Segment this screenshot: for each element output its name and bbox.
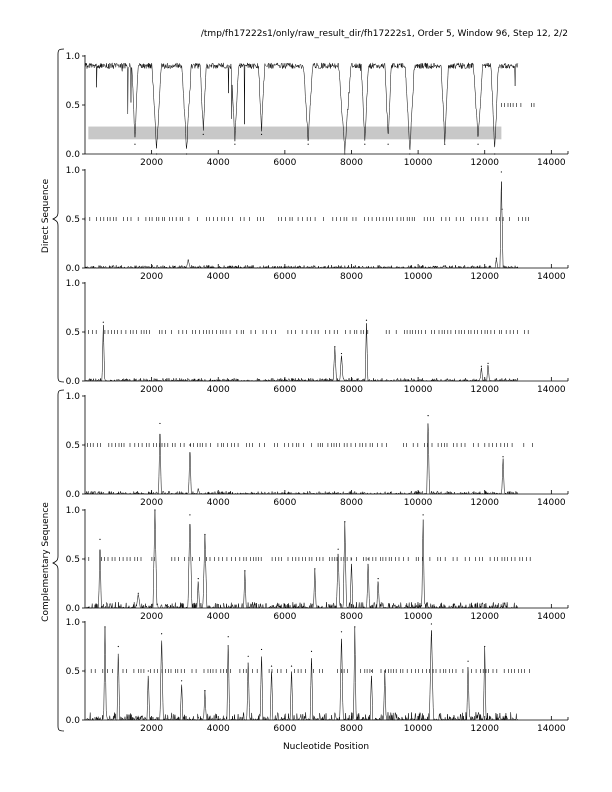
dip-point: [156, 153, 157, 154]
x-tick-label: 8000: [340, 385, 363, 395]
x-tick-label: 4000: [206, 385, 230, 395]
peak-point: [204, 690, 205, 691]
complementary-group-label: Complementary Sequence: [41, 502, 51, 622]
peak-point: [248, 656, 249, 657]
x-tick-label: 14000: [537, 498, 566, 508]
x-tick-label: 12000: [470, 498, 500, 508]
x-tick-label: 6000: [273, 724, 297, 734]
dip-point: [203, 134, 204, 135]
peak-point: [344, 521, 345, 522]
peak-point: [181, 680, 182, 681]
y-tick-label: 0.0: [65, 377, 80, 387]
peak-point: [467, 661, 468, 662]
direct-group-label: Direct Sequence: [41, 178, 51, 254]
peak-point: [504, 603, 505, 604]
peak-point: [354, 626, 355, 627]
x-tick-label: 8000: [340, 724, 363, 734]
half-level-dashes: [85, 669, 529, 673]
x-tick-label: 12000: [470, 385, 500, 395]
peak-point: [501, 171, 502, 172]
peak-point: [198, 489, 199, 490]
peak-point: [148, 670, 149, 671]
dip-point: [477, 144, 478, 145]
peak-point: [384, 670, 385, 671]
peak-point: [261, 649, 262, 650]
dip-point: [364, 144, 365, 145]
x-tick-label: 14000: [537, 158, 566, 168]
peak-point: [161, 633, 162, 634]
peak-point: [487, 363, 488, 364]
x-tick-label: 10000: [403, 612, 433, 622]
y-tick-label: 0.5: [65, 667, 80, 677]
y-tick-label: 0.5: [65, 101, 80, 111]
dip-point: [186, 153, 187, 154]
x-tick-label: 2000: [140, 724, 164, 734]
half-level-dashes: [85, 443, 533, 447]
half-level-dashes: [85, 330, 528, 334]
peak-point: [104, 626, 105, 627]
y-tick-label: 0.5: [65, 328, 80, 338]
x-tick-label: 10000: [403, 498, 433, 508]
complementary-group-bracket: [53, 390, 64, 731]
figure-header: /tmp/fh17222s1/only/raw_result_dir/fh17222s1, Order 5, Window 96, Step 12, 2/2: [200, 29, 568, 39]
peak-point: [189, 444, 190, 445]
peak-point: [334, 346, 335, 347]
direct-group-bracket: [53, 49, 64, 382]
x-tick-label: 8000: [340, 498, 363, 508]
peak-point: [481, 366, 482, 367]
x-tick-label: 2000: [140, 272, 164, 282]
x-tick-label: 2000: [140, 158, 164, 168]
dip-point: [344, 153, 345, 154]
peak-point: [204, 534, 205, 535]
peak-point: [366, 320, 367, 321]
peak-point: [311, 651, 312, 652]
shaded-band: [88, 127, 501, 140]
y-tick-label: 0.5: [65, 215, 80, 225]
peak-point: [228, 636, 229, 637]
half-level-dashes: [85, 557, 530, 561]
x-tick-label: 10000: [403, 158, 433, 168]
panel-complementary-frame-3: [66, 618, 568, 734]
signal-line: [85, 627, 518, 720]
x-tick-label: 10000: [403, 272, 433, 282]
x-tick-label: 4000: [206, 724, 230, 734]
x-tick-label: 12000: [470, 612, 500, 622]
peak-point: [351, 558, 352, 559]
peak-point: [341, 353, 342, 354]
panels: [66, 52, 568, 734]
x-tick-label: 2000: [140, 385, 164, 395]
peak-point: [244, 570, 245, 571]
x-tick-label: 6000: [273, 158, 297, 168]
x-tick-label: 4000: [206, 498, 230, 508]
panel-direct-frame-1: [66, 52, 568, 168]
x-tick-label: 6000: [273, 385, 297, 395]
x-tick-label: 12000: [470, 724, 500, 734]
peak-point: [99, 539, 100, 540]
peak-point: [371, 670, 372, 671]
y-tick-label: 0.0: [65, 490, 80, 500]
peak-point: [314, 568, 315, 569]
y-tick-label: 1.0: [65, 52, 80, 62]
panel-direct-frame-2: [66, 166, 568, 282]
x-tick-label: 8000: [340, 158, 363, 168]
peak-point: [431, 623, 432, 624]
peak-point: [338, 549, 339, 550]
y-tick-label: 1.0: [65, 166, 80, 176]
peak-point: [271, 666, 272, 667]
panel-complementary-frame-1: [66, 392, 568, 508]
signal-line: [85, 423, 518, 494]
x-tick-label: 10000: [403, 385, 433, 395]
dip-point: [388, 144, 389, 145]
peak-point: [159, 423, 160, 424]
x-tick-label: 2000: [140, 498, 164, 508]
signal-line: [85, 182, 518, 268]
dip-point: [134, 144, 135, 145]
peak-point: [423, 514, 424, 515]
peak-point: [118, 646, 119, 647]
peak-point: [368, 558, 369, 559]
x-tick-label: 6000: [273, 272, 297, 282]
peak-point: [378, 578, 379, 579]
x-tick-label: 12000: [470, 158, 500, 168]
dip-point: [409, 153, 410, 154]
dip-point: [308, 144, 309, 145]
peak-point: [341, 631, 342, 632]
signal-line: [85, 323, 518, 381]
x-tick-label: 4000: [206, 612, 230, 622]
peak-point: [496, 258, 497, 259]
peak-point: [154, 509, 155, 510]
y-tick-label: 0.0: [65, 264, 80, 274]
y-tick-label: 0.0: [65, 716, 80, 726]
half-level-dashes: [85, 217, 528, 221]
peak-point: [427, 415, 428, 416]
peak-point: [189, 514, 190, 515]
x-tick-label: 4000: [206, 158, 230, 168]
peak-point: [198, 578, 199, 579]
peak-point: [502, 456, 503, 457]
x-tick-label: 6000: [273, 612, 297, 622]
x-tick-label: 14000: [537, 385, 566, 395]
y-tick-label: 0.5: [65, 555, 80, 565]
peak-point: [103, 322, 104, 323]
x-tick-label: 4000: [206, 272, 230, 282]
x-tick-label: 14000: [537, 272, 566, 282]
y-tick-label: 0.0: [65, 150, 80, 160]
dip-point: [444, 144, 445, 145]
x-tick-label: 8000: [340, 612, 363, 622]
x-tick-label: 14000: [537, 612, 566, 622]
dip-point: [261, 134, 262, 135]
x-tick-label: 14000: [537, 724, 566, 734]
dip-point: [234, 144, 235, 145]
x-axis-label: Nucleotide Position: [282, 742, 370, 752]
y-tick-label: 1.0: [65, 618, 80, 628]
peak-point: [138, 593, 139, 594]
half-level-dashes: [501, 103, 534, 107]
signal-line: [85, 63, 518, 153]
peak-point: [501, 209, 502, 210]
peak-point: [484, 646, 485, 647]
x-tick-label: 6000: [273, 498, 297, 508]
peak-point: [188, 260, 189, 261]
x-tick-label: 2000: [140, 612, 164, 622]
panel-complementary-frame-2: [66, 506, 568, 622]
y-tick-label: 0.5: [65, 441, 80, 451]
y-tick-label: 1.0: [65, 392, 80, 402]
panel-direct-frame-3: [66, 279, 568, 395]
y-tick-label: 1.0: [65, 506, 80, 516]
x-tick-label: 8000: [340, 272, 363, 282]
y-tick-label: 1.0: [65, 279, 80, 289]
x-tick-label: 12000: [470, 272, 500, 282]
y-tick-label: 0.0: [65, 604, 80, 614]
peak-point: [291, 666, 292, 667]
dip-point: [494, 153, 495, 154]
x-tick-label: 10000: [403, 724, 433, 734]
